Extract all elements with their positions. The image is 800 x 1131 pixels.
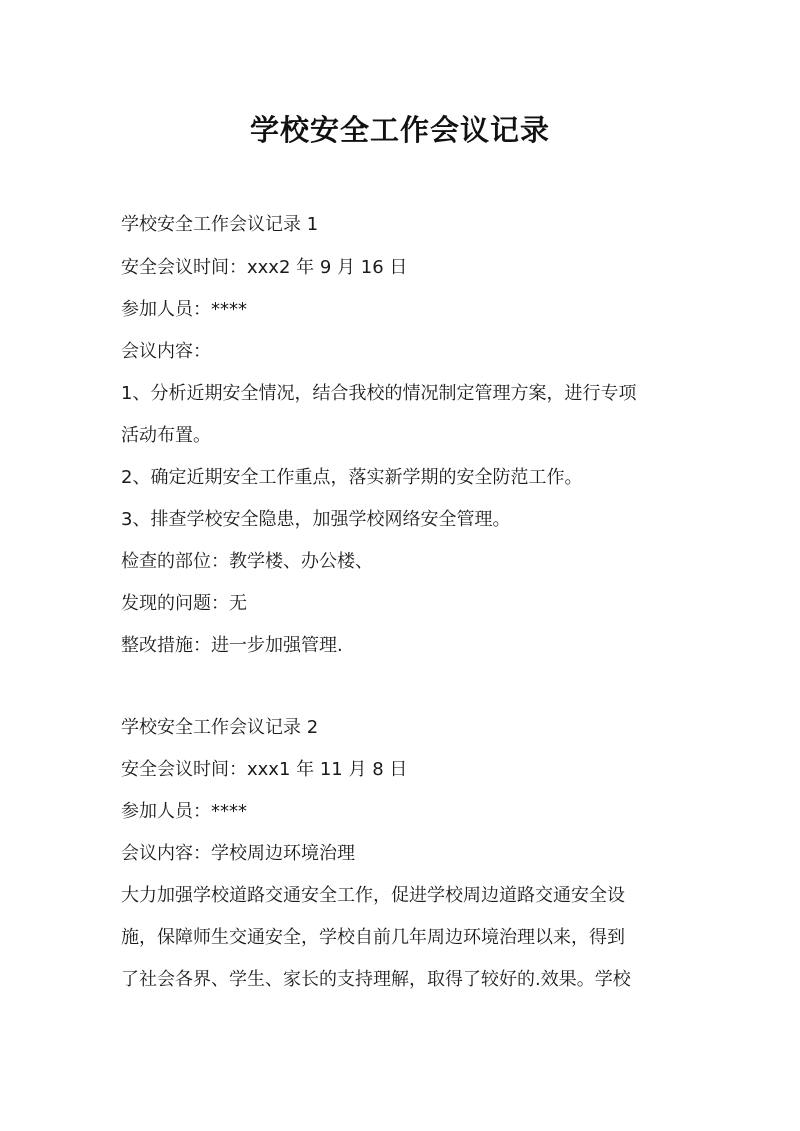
- section2-paragraph-line1: 大力加强学校道路交通安全工作，促进学校周边道路交通安全设: [121, 885, 625, 906]
- section2-content: 会议内容：学校周边环境治理: [121, 843, 355, 864]
- section1-item1-line1: 1、分析近期安全情况，结合我校的情况制定管理方案，进行专项: [121, 383, 637, 404]
- section1-meeting-time: 安全会议时间：xxx2 年 9 月 16 日: [121, 257, 408, 278]
- section1-item2: 2、确定近期安全工作重点，落实新学期的安全防范工作。: [121, 467, 583, 488]
- section2-meeting-time: 安全会议时间：xxx1 年 11 月 8 日: [121, 759, 408, 780]
- section1-content-label: 会议内容：: [121, 341, 211, 362]
- section1-attendees: 参加人员：****: [121, 299, 247, 320]
- section1-rectification: 整改措施：进一步加强管理.: [121, 635, 343, 656]
- section1-heading: 学校安全工作会议记录 1: [121, 214, 319, 235]
- section2-paragraph-line3: 了社会各界、学生、家长的支持理解，取得了较好的.效果。学校: [121, 969, 631, 990]
- section2-paragraph-line2: 施，保障师生交通安全，学校自前几年周边环境治理以来，得到: [121, 927, 625, 948]
- section1-item1-line2: 活动布置。: [121, 425, 211, 446]
- section1-problems-found: 发现的问题：无: [121, 593, 247, 614]
- section1-inspection-areas: 检查的部位：教学楼、办公楼、: [121, 551, 373, 572]
- document-title: 学校安全工作会议记录: [249, 113, 550, 147]
- section2-heading: 学校安全工作会议记录 2: [121, 717, 319, 738]
- section2-attendees: 参加人员：****: [121, 801, 247, 822]
- section1-item3: 3、排查学校安全隐患，加强学校网络安全管理。: [121, 509, 511, 530]
